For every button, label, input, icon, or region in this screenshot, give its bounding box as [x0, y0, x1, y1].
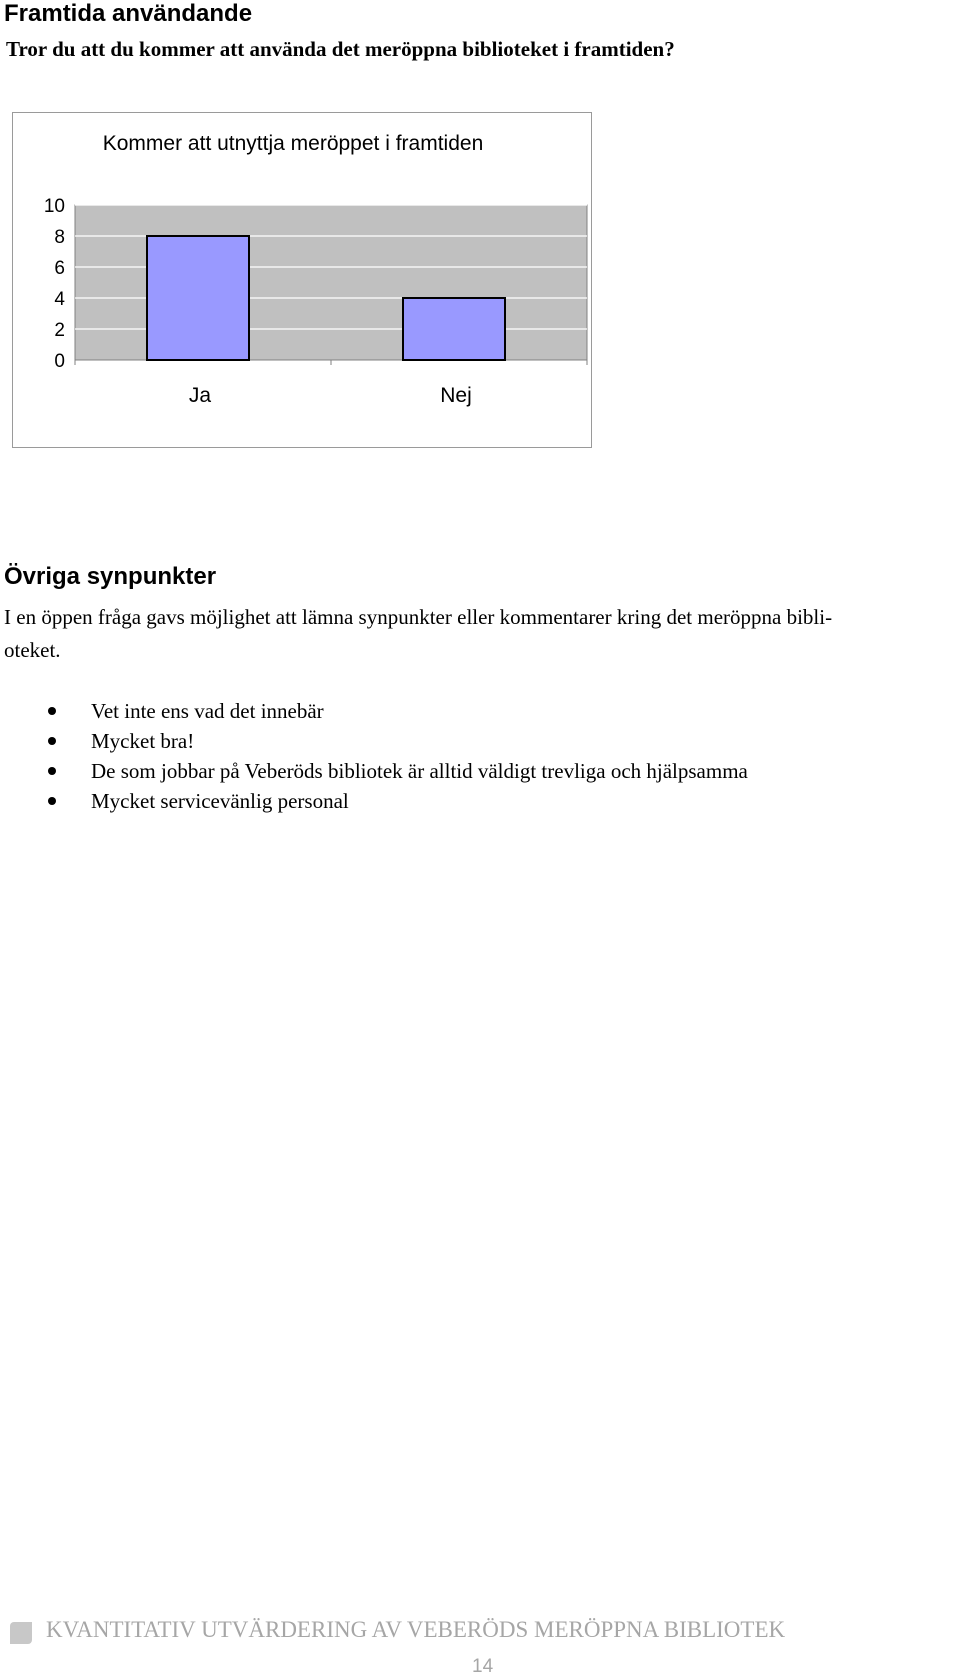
page-number: 14 [472, 1656, 494, 1677]
survey-question: Tror du att du kommer att använda det meröppna biblioteket i framtiden? [6, 37, 675, 61]
x-tick-label: Ja [188, 384, 212, 407]
list-item-text: Vet inte ens vad det innebär [91, 699, 324, 723]
list-item [0, 756, 960, 786]
bar [147, 236, 249, 360]
footer-title: KVANTITATIV UTVÄRDERING AV VEBERÖDS MERÖPPNA BIBLIOTEK [46, 1617, 786, 1642]
comments-list [0, 696, 960, 816]
y-tick-label: 8 [54, 227, 65, 248]
section-heading-future-use: Framtida användande [4, 0, 253, 27]
bar-chart [12, 112, 592, 448]
intro-paragraph [4, 601, 954, 667]
chart-canvas [13, 113, 593, 449]
paragraph-line: I en öppen fråga gavs möjlighet att lämna synpunkter eller kommentarer kring det meröppna bibli- [4, 605, 833, 629]
paragraph-line: oteket. [4, 638, 61, 662]
list-item-text: Mycket servicevänlig personal [91, 789, 349, 813]
bullet-icon [48, 737, 56, 745]
bar [403, 298, 505, 360]
bullet-icon [48, 797, 56, 805]
bullet-icon [48, 767, 56, 775]
list-item-text: Mycket bra! [91, 729, 195, 753]
section-heading-other-comments: Övriga synpunkter [4, 563, 217, 590]
list-item [0, 786, 960, 816]
bullet-icon [48, 707, 56, 715]
y-tick-label: 6 [54, 258, 65, 279]
list-item [0, 726, 960, 756]
x-tick-label: Nej [440, 384, 472, 407]
y-tick-label: 0 [54, 351, 65, 372]
list-item [0, 696, 960, 726]
chart-title: Kommer att utnyttja meröppet i framtiden [102, 132, 484, 155]
y-tick-label: 2 [54, 320, 65, 341]
y-tick-label: 4 [54, 289, 65, 310]
y-tick-label: 10 [43, 196, 65, 217]
footer-logo-icon [10, 1622, 32, 1644]
list-item-text: De som jobbar på Veberöds bibliotek är alltid väldigt trevliga och hjälpsamma [91, 759, 748, 783]
